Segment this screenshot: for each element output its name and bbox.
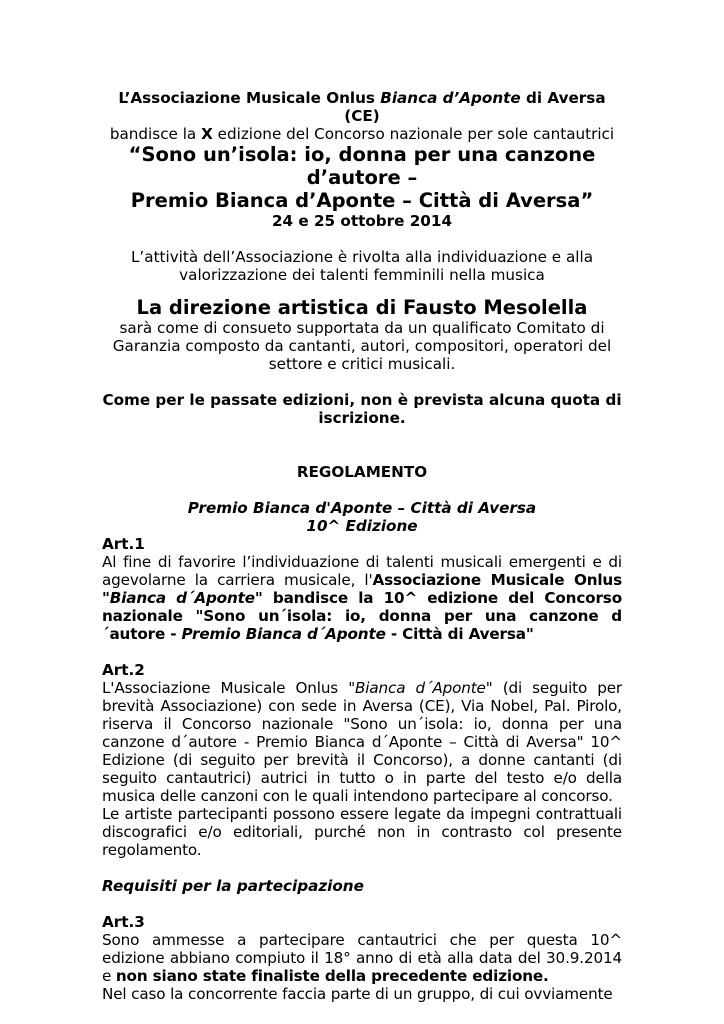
regolamento-subtitle-line2: 10^ Edizione xyxy=(306,517,418,535)
fee-line1: Come per le passate edizioni, non è prevista alcuna quota di xyxy=(102,391,622,409)
intro-announcement-line: bandisce la X edizione del Concorso nazionale per sole cantautrici xyxy=(109,125,615,143)
fee-line2: iscrizione. xyxy=(318,409,406,427)
art3-text: Sono ammesse a partecipare cantautrici che per questa 10^ edizione abbiano compiuto il 18° anno di età alla data del 30.9.2014 e non siano state finaliste della precedente edizione. xyxy=(102,931,622,985)
regolamento-subtitle-line1: Premio Bianca d'Aponte – Città di Aversa xyxy=(187,499,537,517)
contest-dates: 24 e 25 ottobre 2014 xyxy=(271,212,453,230)
activity-line1: L’attività dell’Associazione è rivolta alla individuazione e alla xyxy=(130,248,594,266)
committee-line3: settore e critici musicali. xyxy=(268,355,456,373)
contest-title-line1: “Sono un’isola: io, donna per una canzone d’autore – xyxy=(128,143,596,189)
requisiti-heading: Requisiti per la partecipazione xyxy=(102,877,364,895)
intro-association-line: L’Associazione Musicale Onlus Bianca d’Aponte di Aversa (CE) xyxy=(118,89,606,125)
artistic-direction-heading: La direzione artistica di Fausto Mesolella xyxy=(136,296,588,319)
association-name: Bianca d’Aponte xyxy=(380,89,521,107)
art3-heading: Art.3 xyxy=(102,913,145,931)
contest-title-line2: Premio Bianca d’Aponte – Città di Aversa” xyxy=(130,189,594,212)
committee-line2: Garanzia composto da cantanti, autori, compositori, operatori del xyxy=(112,337,612,355)
art1-text: Al fine di favorire l’individuazione di talenti musicali emergenti e di agevolarne la carriera musicale, l'Associazione Musicale Onlus "Bianca d´Aponte" bandisce la 10^ edizione del Concorso nazionale "Sono un´isola: io, donna per una canzone d´autore - Premio Bianca d´Aponte - Città di Aversa" xyxy=(102,553,622,643)
art3-text-2: Nel caso la concorrente faccia parte di un gruppo, di cui ovviamente xyxy=(102,985,613,1003)
art2-text-2: Le artiste partecipanti possono essere legate da impegni contrattuali discografici e/o editoriali, purché non in contrasto col presente regolamento. xyxy=(102,805,622,859)
regolamento-heading: REGOLAMENTO xyxy=(296,463,428,481)
document-page xyxy=(102,89,622,1003)
committee-line1: sarà come di consueto supportata da un qualificato Comitato di xyxy=(119,319,605,337)
art2-text: L'Associazione Musicale Onlus "Bianca d´Aponte" (di seguito per brevità Associazione) con sede in Aversa (CE), Via Nobel, Pal. Pirolo, riserva il Concorso nazionale "Sono un´isola: io, donna per una canzone d´autore - Premio Bianca d´Aponte – Città di Aversa" 10^ Edizione (di seguito per brevità il Concorso), a donne cantanti (di seguito cantautrici) autrici in tutto o in parte del testo e/o della musica delle canzoni con le quali intendono partecipare al concorso. xyxy=(102,679,622,805)
activity-line2: valorizzazione dei talenti femminili nella musica xyxy=(179,266,545,284)
art2-heading: Art.2 xyxy=(102,661,145,679)
art1-heading: Art.1 xyxy=(102,535,145,553)
